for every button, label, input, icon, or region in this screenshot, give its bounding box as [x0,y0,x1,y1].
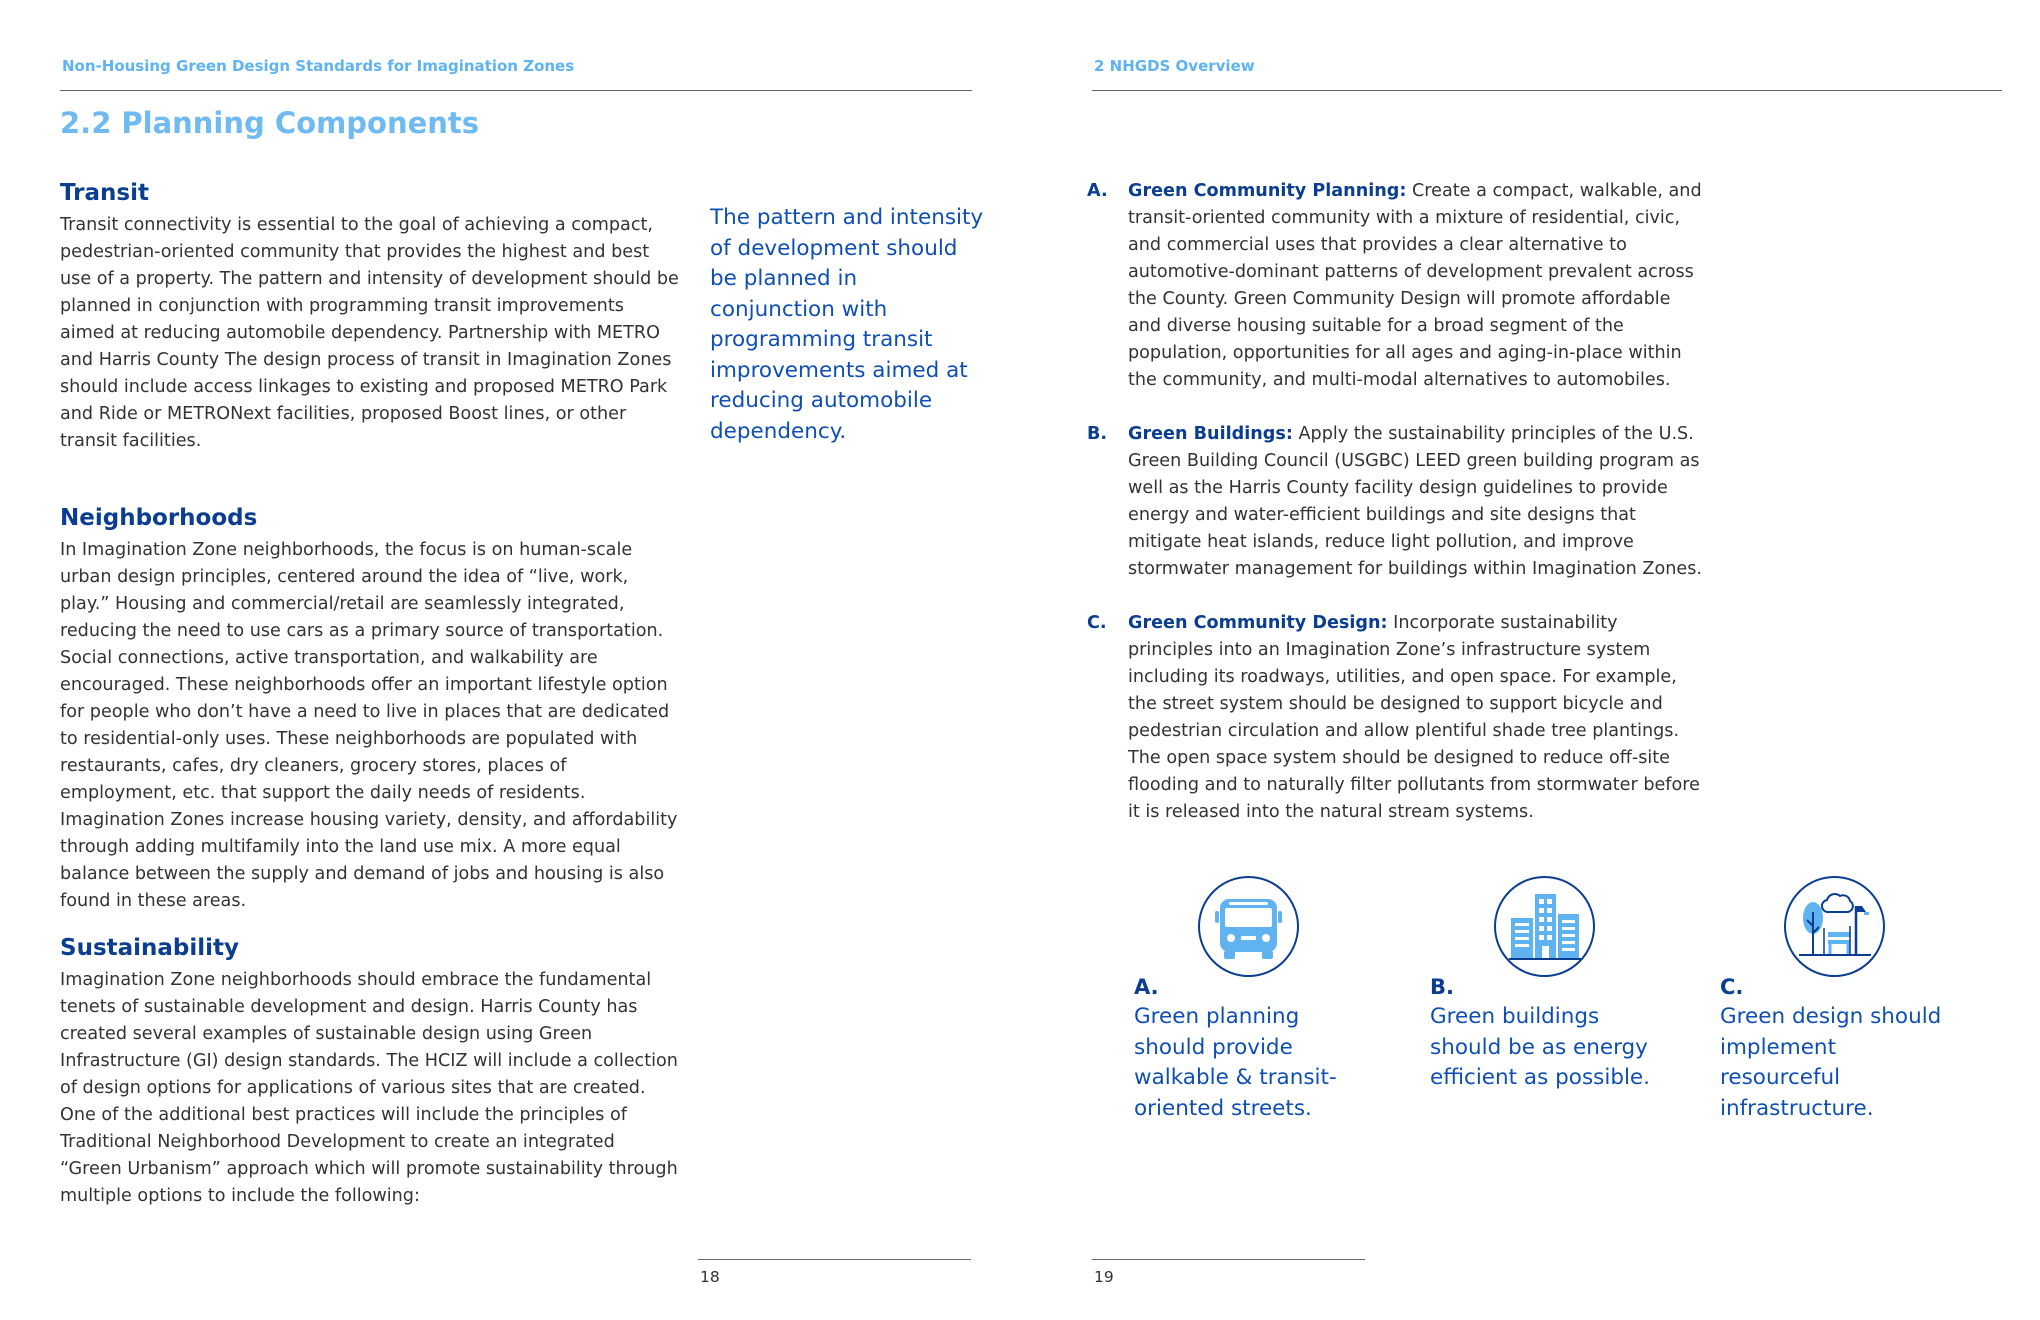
page-number-right: 19 [1094,1268,1114,1286]
buildings-icon [1496,878,1593,975]
running-header-left: Non-Housing Green Design Standards for Imagination Zones [62,57,575,75]
icon-caption: Green planning should provide walkable & transit-oriented streets. [1134,1004,1337,1121]
list-item-text: Incorporate sustainability principles into an Imagination Zone’s infrastructure system including its roadways, utilities, and open space. For example, the street system should be designed to support bicycle and pedestrian circulation and allow plentiful shade tree plantings. The open space system should be designed to reduce off-site flooding and to naturally filter pollutants from stormwater before it is released into the natural stream systems. [1128,613,1700,822]
list-item [1087,178,1707,394]
icon-letter: C. [1720,975,1744,999]
list-item-term: Green Community Design: [1128,613,1388,633]
section-heading: Transit [60,180,149,206]
pull-quote: The pattern and intensity of development should be planned in conjunction with programming transit improvements aimed at reducing automobile dependency. [710,205,984,444]
list-item [1087,421,1707,583]
components-list [1087,178,1707,853]
list-item-letter: C. [1087,613,1107,633]
section-heading: Sustainability [60,935,240,961]
list-item-term: Green Buildings: [1128,424,1293,444]
page-number-left: 18 [700,1268,720,1286]
park-icon [1786,878,1883,975]
icon-circle [1198,876,1299,977]
section-body: In Imagination Zone neighborhoods, the focus is on human-scale urban design principles, centered around the idea of “live, work, play.” Housing and commercial/retail are seamlessly integrated, reducing the need to use cars as a primary source of transportation. Social connections, active transportation, and walkability are encouraged. These neighborhoods offer an important lifestyle option for people who don’t have a need to live in places that are dedicated to residential-only uses. These neighborhoods are populated with restaurants, cafes, dry cleaners, grocery stores, places of employment, etc. that support the daily needs of residents. Imagination Zones increase housing variety, density, and affordability through adding multifamily into the land use mix. A more equal balance between the supply and demand of jobs and housing is also found in these areas. [60,540,678,911]
section-number: 2.2 [60,106,112,140]
footer-rule-left [698,1259,971,1260]
section-transit [60,180,680,455]
section-neighborhoods [60,505,680,915]
list-item-text: Apply the sustainability principles of the U.S. Green Building Council (USGBC) LEED green building program as well as the Harris County facility design guidelines to provide energy and water-efficient buildings and site designs that mitigate heat islands, reduce light pollution, and improve stormwater management for buildings within Imagination Zones. [1128,424,1702,579]
footer-rule-right [1092,1259,1365,1260]
header-rule-left [60,90,972,91]
list-item-body [1128,421,1707,583]
icon-circle [1784,876,1885,977]
icon-letter: B. [1430,975,1454,999]
section-body: Imagination Zone neighborhoods should embrace the fundamental tenets of sustainable development and design. Harris County has created several examples of sustainable design using Green Infrastructure (GI) design standards. The HCIZ will include a collection of design options for applications of various sites that are created. One of the additional best practices will include the principles of Traditional Neighborhood Development to create an integrated “Green Urbanism” approach which will promote sustainability through multiple options to include the following: [60,970,678,1206]
section-sustainability [60,935,680,1210]
icon-block-c [1720,876,1960,1124]
icon-caption: Green design should implement resourceful infrastructure. [1720,1004,1942,1121]
icon-block-b [1430,876,1670,1094]
icon-circle [1494,876,1595,977]
icon-caption: Green buildings should be as energy efficient as possible. [1430,1004,1650,1090]
bus-icon [1200,878,1297,975]
header-rule-right [1092,90,2002,91]
list-item-letter: B. [1087,424,1108,444]
section-title: Planning Components [121,106,480,140]
section-heading: Neighborhoods [60,505,258,531]
list-item-body [1128,178,1707,394]
list-item-letter: A. [1087,181,1108,201]
icon-block-a [1134,876,1374,1124]
section-body: Transit connectivity is essential to the goal of achieving a compact, pedestrian-oriented community that provides the highest and best use of a property. The pattern and intensity of development should be planned in conjunction with programming transit improvements aimed at reducing automobile dependency. Partnership with METRO and Harris County The design process of transit in Imagination Zones should include access linkages to existing and proposed METRO Park and Ride or METRONext facilities, proposed Boost lines, or other transit facilities. [60,215,679,451]
page-title [60,106,479,140]
list-item-text: Create a compact, walkable, and transit-oriented community with a mixture of residential, civic, and commercial uses that provides a clear alternative to automotive-dominant patterns of development prevalent across the County. Green Community Design will promote affordable and diverse housing suitable for a broad segment of the population, opportunities for all ages and aging-in-place within the community, and multi-modal alternatives to automobiles. [1128,181,1702,390]
list-item-body [1128,610,1707,826]
icon-letter: A. [1134,975,1159,999]
list-item [1087,610,1707,826]
running-header-right: 2 NHGDS Overview [1094,57,1255,75]
list-item-term: Green Community Planning: [1128,181,1407,201]
